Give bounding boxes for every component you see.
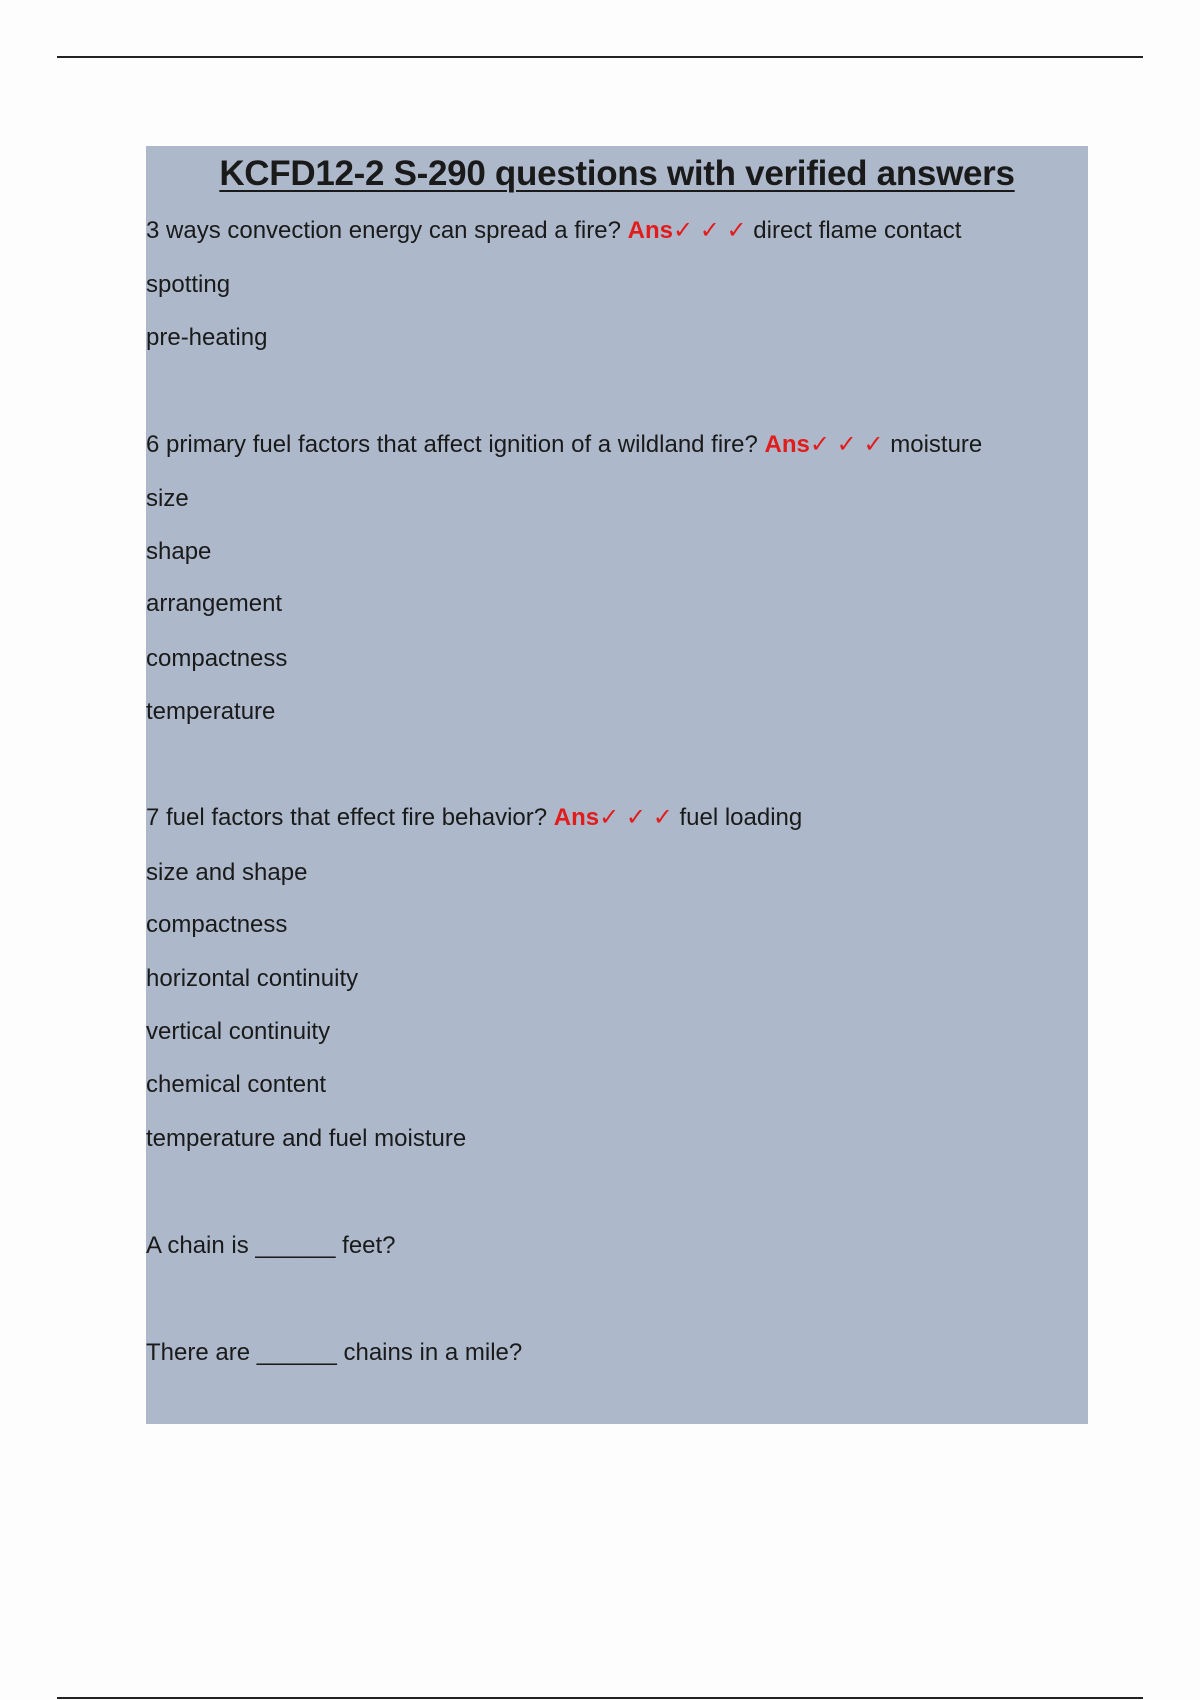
footer-rule [57,1697,1143,1699]
document-title: KCFD12-2 S-290 questions with verified answers [219,154,1015,193]
check-marks-icon: ✓ ✓ ✓ [599,804,673,831]
answer-marker: Ans [764,431,810,458]
answer-line: vertical continuity [146,1018,331,1045]
answer-marker: Ans [553,804,600,831]
question-1-text: 3 ways convection energy can spread a fire? [146,217,621,244]
question-5: There are ______ chains in a mile? [146,1339,523,1366]
answer-line: compactness [146,911,288,938]
header-rule [57,56,1143,58]
question-3 [146,803,802,833]
check-marks-icon: ✓ ✓ ✓ [809,431,884,458]
check-marks-icon: ✓ ✓ ✓ [672,217,747,244]
answer-3-first: fuel loading [679,804,803,831]
answer-line: arrangement [146,590,283,617]
answer-line: chemical content [146,1071,327,1098]
answer-line: horizontal continuity [146,965,359,992]
answer-line: temperature [146,698,276,725]
question-2 [146,430,982,460]
document-panel [146,146,1088,1424]
answer-line: temperature and fuel moisture [146,1125,467,1152]
answer-line: shape [146,538,212,565]
question-3-text: 7 fuel factors that effect fire behavior? [146,804,548,831]
answer-1-first: direct flame contact [753,217,962,244]
answer-line: compactness [146,645,288,672]
question-4: A chain is ______ feet? [146,1232,396,1259]
answer-line: spotting [146,271,231,298]
answer-2-first: moisture [890,431,983,458]
answer-line: size and shape [146,859,308,886]
answer-marker: Ans [627,217,673,244]
answer-line: size [146,485,189,512]
answer-line: pre-heating [146,324,268,351]
question-2-text: 6 primary fuel factors that affect ignition of a wildland fire? [146,431,758,458]
question-1 [146,216,961,246]
